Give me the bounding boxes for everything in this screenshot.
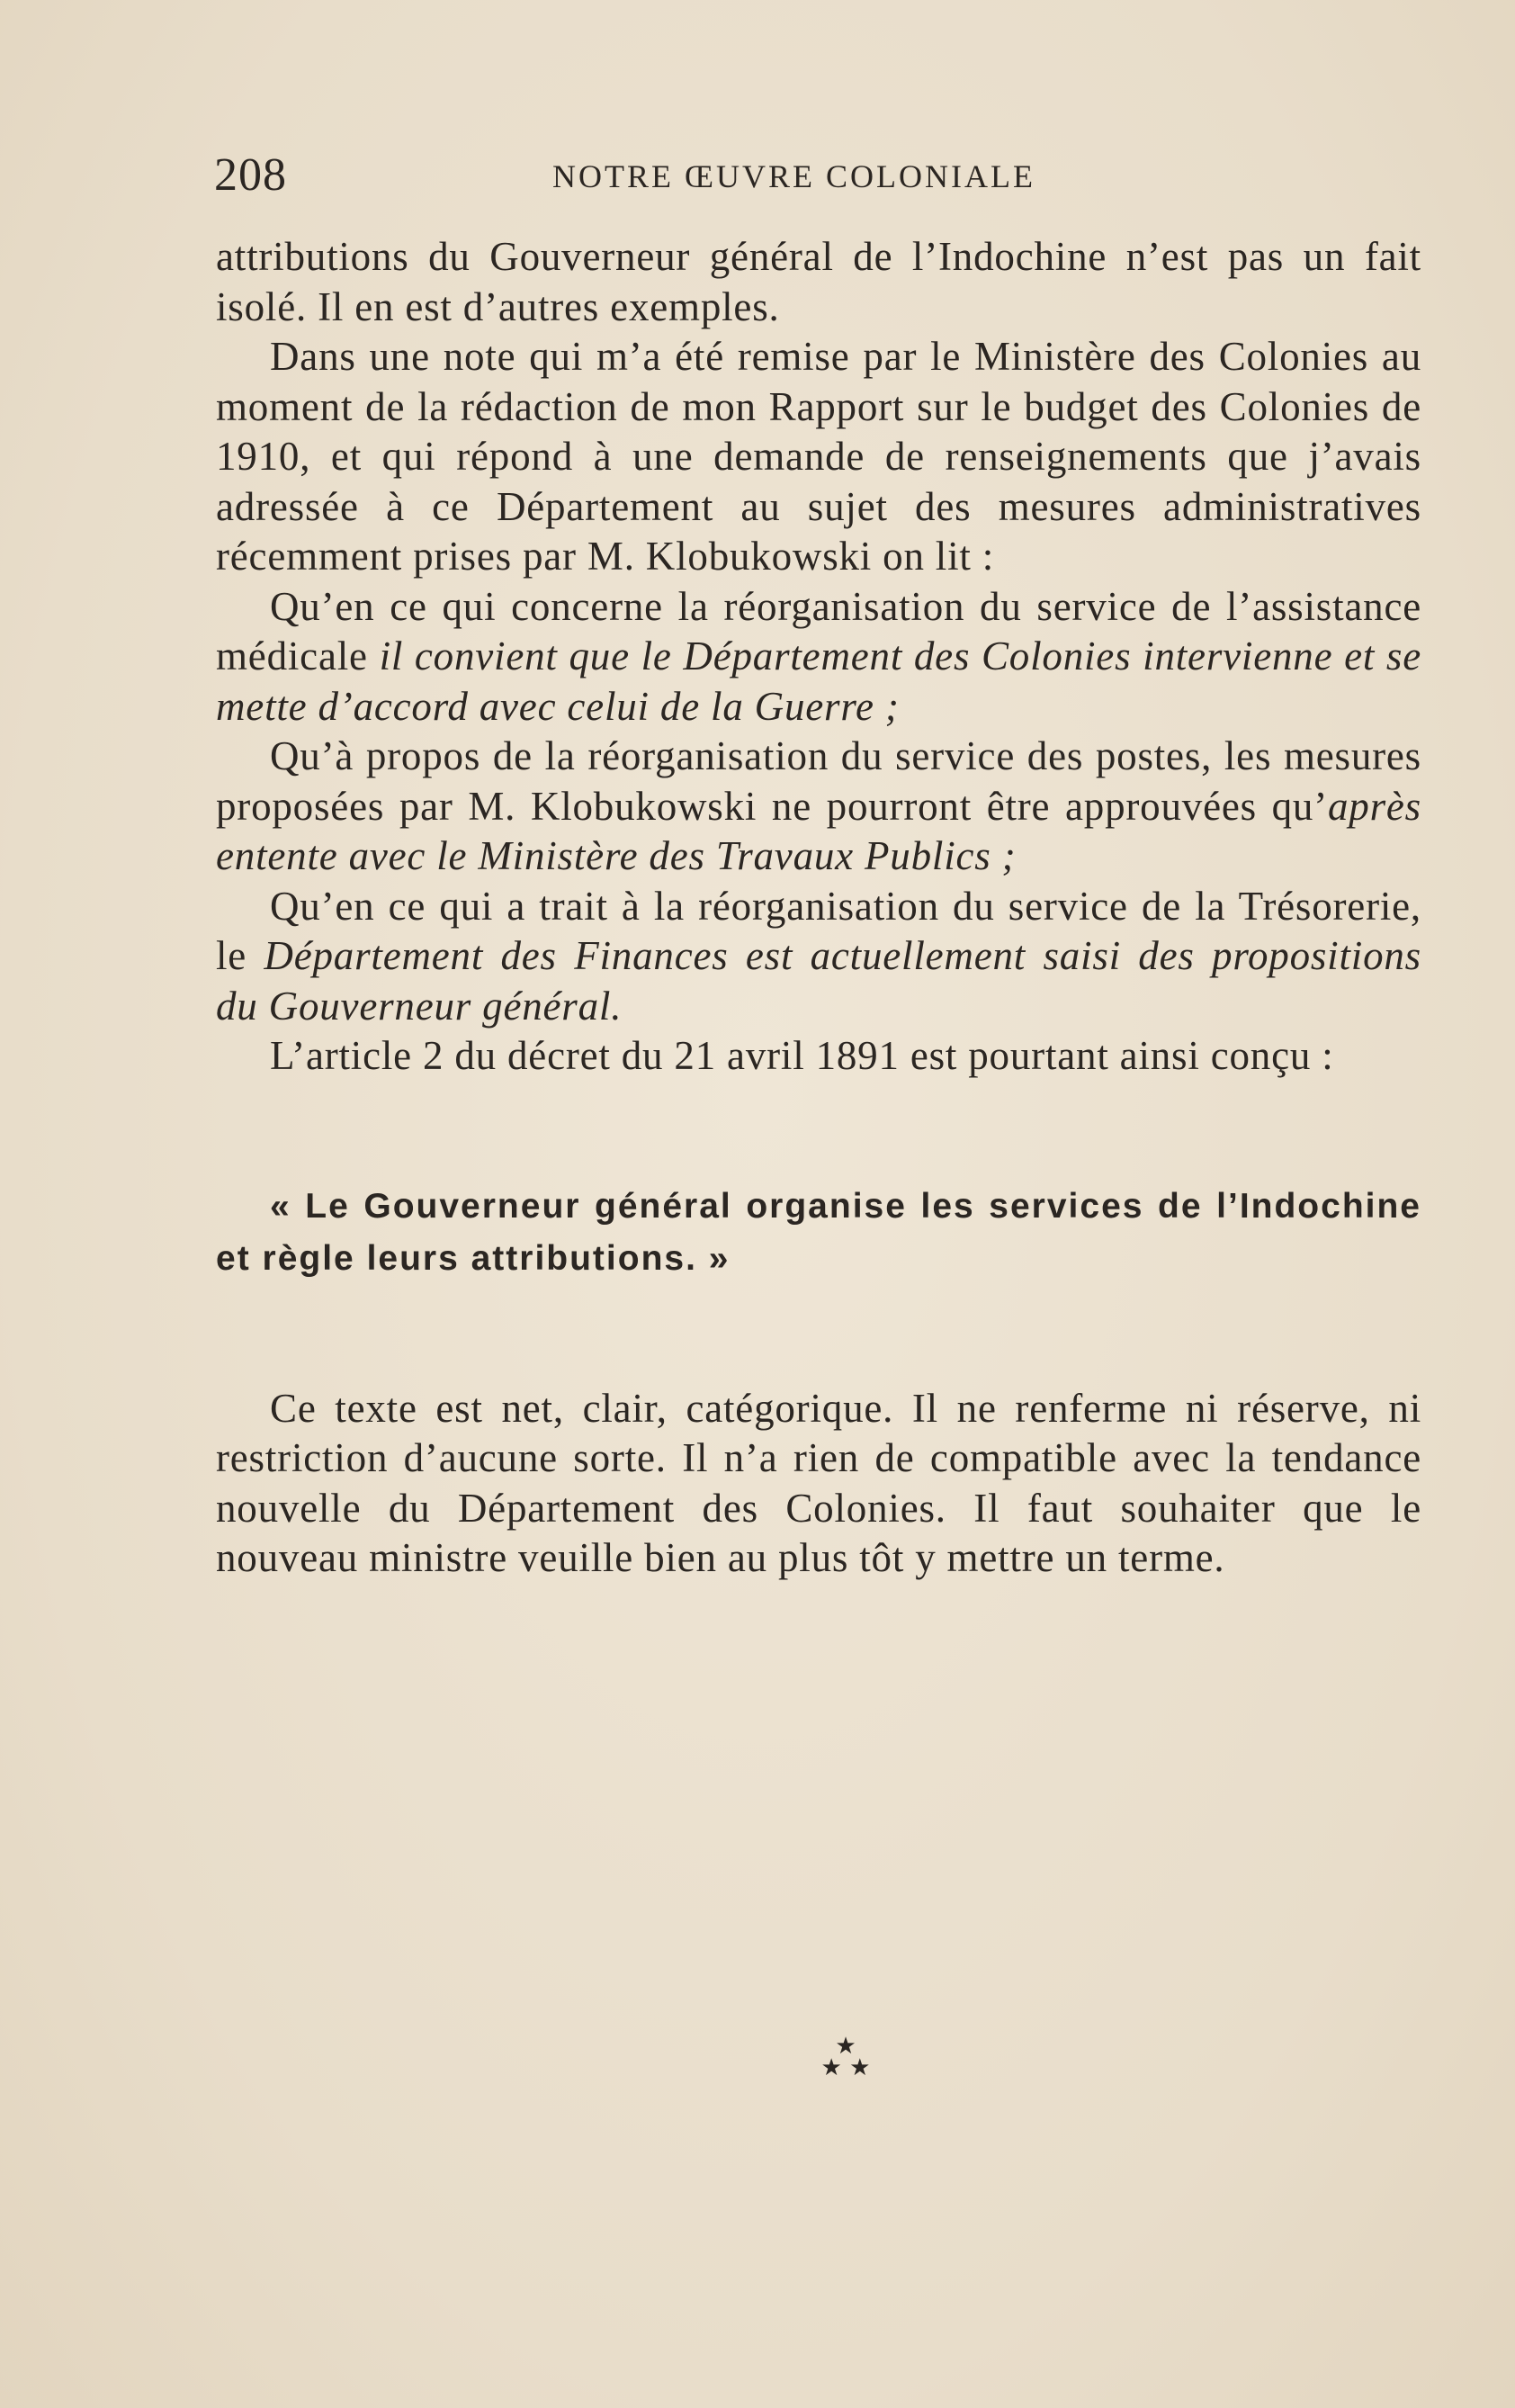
paragraph-2: Dans une note qui m’a été remise par le Ministère des Colonies au moment de la rédaction de mon Rapport sur le budget des Colonies de 1910, et qui répond à une demande de renseignements que j’avais adressée à ce Département au sujet des mesures administratives récemment prises par M. Klobukowski on lit : [216,334,1421,579]
body-text [216,232,1421,1584]
paragraph-4 [216,732,1421,882]
paragraph-7: Ce texte est net, clair, catégorique. Il ne renferme ni réserve, ni restriction d’aucune sorte. Il n’a rien de compatible avec la tendance nouvelle du Département des Colonies. Il faut souhaiter que le nouveau ministre veuille bien au plus tôt y mettre un terme. [216,1385,1421,1580]
paragraph-4-italic: après entente avec le Ministère des Travaux Publics ; [216,783,1421,878]
asterism-bottom-stars: ★ ★ [820,2054,871,2081]
asterism-top-star: ★ [835,2033,856,2060]
paragraph-3-lead: Qu’en ce qui concerne la réorganisation du service de l’assistance médicale [216,583,1421,678]
paragraph-6: L’article 2 du décret du 21 avril 1891 est pourtant ainsi conçu : [270,1033,1334,1078]
paragraph-3 [216,582,1421,732]
paragraph-5-italic: Département des Finances est actuellement saisi des propositions du Gouverneur général. [216,933,1421,1029]
paragraph-5-lead: Qu’en ce qui a trait à la réorganisation du service de la Trésorerie, le [216,883,1421,978]
paragraph-1: attributions du Gouverneur général de l’Indochine n’est pas un fait isolé. Il en est d’autres exemples. [216,234,1421,329]
asterism-ornament [810,2035,882,2079]
decree-quote: « Le Gouverneur général organise les services de l’Indochine et règle leurs attributions. » [216,1186,1421,1278]
paragraph-4-lead: Qu’à propos de la réorganisation du service des postes, les mesures proposées par M. Klobukowski ne pourront être approuvées qu’ [216,733,1421,829]
paragraph-5 [216,882,1421,1032]
page-number: 208 [214,149,287,201]
paragraph-3-italic: il convient que le Département des Colonies intervienne et se mette d’accord avec celui de la Guerre ; [216,633,1421,729]
running-title: NOTRE ŒUVRE COLONIALE [552,158,1035,194]
page-header [214,148,1438,202]
